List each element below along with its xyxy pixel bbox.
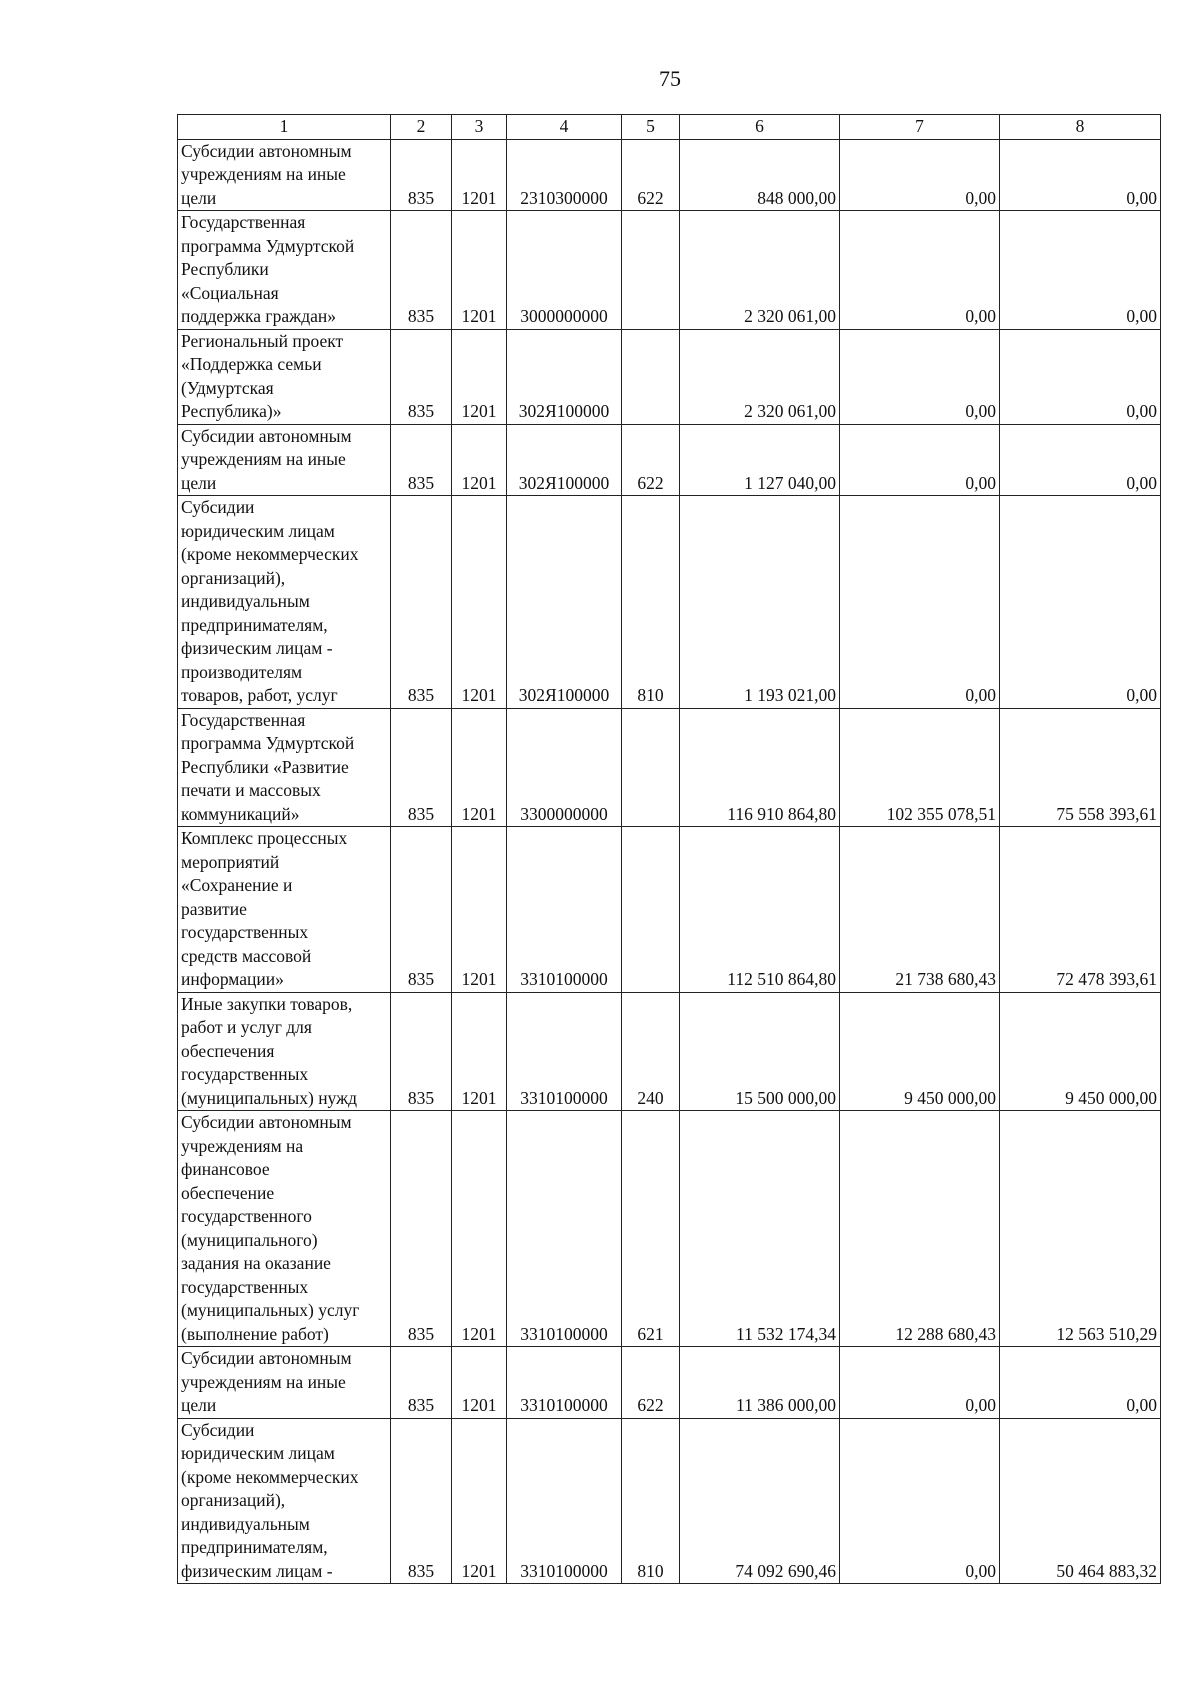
amount-col7-cell: 0,00	[840, 496, 1000, 709]
expense-type-cell: 621	[622, 1111, 680, 1347]
amount-col6-cell: 11 386 000,00	[680, 1347, 840, 1419]
target-article-cell: 2310300000	[507, 139, 622, 211]
admin-code-cell: 835	[391, 827, 452, 993]
row-name-cell: Субсидии автономным учреждениям на финансовое обеспечение государственного (муниципального) задания на оказание государственных (муниципальных) услуг (выполнение работ)	[178, 1111, 391, 1347]
amount-col7-cell: 102 355 078,51	[840, 708, 1000, 827]
row-name-cell: Государственная программа Удмуртской Республики «Социальная поддержка граждан»	[178, 211, 391, 330]
amount-col6-cell: 1 193 021,00	[680, 496, 840, 709]
amount-col7-cell: 0,00	[840, 1347, 1000, 1419]
expense-type-cell: 810	[622, 1418, 680, 1584]
row-name-cell: Комплекс процессных мероприятий «Сохранение и развитие государственных средств массовой информации»	[178, 827, 391, 993]
section-code-cell: 1201	[452, 211, 507, 330]
amount-col7-cell: 9 450 000,00	[840, 992, 1000, 1111]
section-code-cell: 1201	[452, 329, 507, 424]
admin-code-cell: 835	[391, 1418, 452, 1584]
amount-col7-cell: 12 288 680,43	[840, 1111, 1000, 1347]
amount-col8-cell: 0,00	[1000, 139, 1161, 211]
target-article-cell: 3310100000	[507, 1111, 622, 1347]
admin-code-cell: 835	[391, 424, 452, 496]
target-article-cell: 302Я100000	[507, 496, 622, 709]
admin-code-cell: 835	[391, 708, 452, 827]
amount-col6-cell: 11 532 174,34	[680, 1111, 840, 1347]
column-header: 7	[840, 115, 1000, 140]
admin-code-cell: 835	[391, 1347, 452, 1419]
expense-type-cell	[622, 827, 680, 993]
row-name-cell: Региональный проект «Поддержка семьи (Удмуртская Республика)»	[178, 329, 391, 424]
amount-col8-cell: 9 450 000,00	[1000, 992, 1161, 1111]
target-article-cell: 302Я100000	[507, 424, 622, 496]
table-row	[178, 827, 1161, 993]
expense-type-cell: 240	[622, 992, 680, 1111]
amount-col6-cell: 116 910 864,80	[680, 708, 840, 827]
amount-col8-cell: 75 558 393,61	[1000, 708, 1161, 827]
column-header: 4	[507, 115, 622, 140]
amount-col8-cell: 50 464 883,32	[1000, 1418, 1161, 1584]
row-name-cell: Государственная программа Удмуртской Республики «Развитие печати и массовых коммуникаций»	[178, 708, 391, 827]
admin-code-cell: 835	[391, 1111, 452, 1347]
admin-code-cell: 835	[391, 992, 452, 1111]
amount-col8-cell: 0,00	[1000, 424, 1161, 496]
amount-col6-cell: 2 320 061,00	[680, 329, 840, 424]
table-row	[178, 1347, 1161, 1419]
section-code-cell: 1201	[452, 1111, 507, 1347]
column-header: 1	[178, 115, 391, 140]
amount-col7-cell: 0,00	[840, 329, 1000, 424]
page-number: 75	[659, 66, 681, 91]
amount-col7-cell: 0,00	[840, 139, 1000, 211]
row-name-cell: Субсидии автономным учреждениям на иные цели	[178, 139, 391, 211]
target-article-cell: 3300000000	[507, 708, 622, 827]
table-row	[178, 139, 1161, 211]
header-row	[178, 115, 1161, 140]
target-article-cell: 3310100000	[507, 992, 622, 1111]
row-name-cell: Субсидии юридическим лицам (кроме некоммерческих организаций), индивидуальным предпринимателям, физическим лицам -	[178, 1418, 391, 1584]
section-code-cell: 1201	[452, 424, 507, 496]
expense-type-cell	[622, 211, 680, 330]
amount-col6-cell: 2 320 061,00	[680, 211, 840, 330]
target-article-cell: 302Я100000	[507, 329, 622, 424]
expense-type-cell: 622	[622, 424, 680, 496]
table-row	[178, 992, 1161, 1111]
section-code-cell: 1201	[452, 1418, 507, 1584]
amount-col6-cell: 74 092 690,46	[680, 1418, 840, 1584]
amount-col6-cell: 15 500 000,00	[680, 992, 840, 1111]
table-row	[178, 329, 1161, 424]
amount-col7-cell: 0,00	[840, 424, 1000, 496]
column-header: 6	[680, 115, 840, 140]
expense-type-cell	[622, 329, 680, 424]
row-name-cell: Субсидии юридическим лицам (кроме некоммерческих организаций), индивидуальным предпринимателям, физическим лицам - производителям товаров, работ, услуг	[178, 496, 391, 709]
expense-type-cell: 810	[622, 496, 680, 709]
admin-code-cell: 835	[391, 211, 452, 330]
amount-col8-cell: 0,00	[1000, 496, 1161, 709]
admin-code-cell: 835	[391, 496, 452, 709]
section-code-cell: 1201	[452, 992, 507, 1111]
table-row	[178, 1111, 1161, 1347]
table-row	[178, 1418, 1161, 1584]
amount-col8-cell: 0,00	[1000, 211, 1161, 330]
target-article-cell: 3310100000	[507, 1347, 622, 1419]
amount-col8-cell: 72 478 393,61	[1000, 827, 1161, 993]
section-code-cell: 1201	[452, 496, 507, 709]
expense-type-cell	[622, 708, 680, 827]
section-code-cell: 1201	[452, 827, 507, 993]
admin-code-cell: 835	[391, 139, 452, 211]
expense-type-cell: 622	[622, 139, 680, 211]
target-article-cell: 3310100000	[507, 1418, 622, 1584]
budget-table	[177, 114, 1161, 1584]
section-code-cell: 1201	[452, 1347, 507, 1419]
target-article-cell: 3310100000	[507, 827, 622, 993]
table-header	[178, 115, 1161, 140]
column-header: 2	[391, 115, 452, 140]
admin-code-cell: 835	[391, 329, 452, 424]
amount-col8-cell: 0,00	[1000, 1347, 1161, 1419]
amount-col7-cell: 0,00	[840, 1418, 1000, 1584]
table-body	[178, 139, 1161, 1584]
amount-col6-cell: 1 127 040,00	[680, 424, 840, 496]
section-code-cell: 1201	[452, 139, 507, 211]
amount-col6-cell: 848 000,00	[680, 139, 840, 211]
column-header: 3	[452, 115, 507, 140]
row-name-cell: Субсидии автономным учреждениям на иные цели	[178, 1347, 391, 1419]
row-name-cell: Иные закупки товаров, работ и услуг для обеспечения государственных (муниципальных) нужд	[178, 992, 391, 1111]
table-row	[178, 424, 1161, 496]
amount-col7-cell: 21 738 680,43	[840, 827, 1000, 993]
column-header: 8	[1000, 115, 1161, 140]
amount-col8-cell: 12 563 510,29	[1000, 1111, 1161, 1347]
amount-col7-cell: 0,00	[840, 211, 1000, 330]
section-code-cell: 1201	[452, 708, 507, 827]
amount-col6-cell: 112 510 864,80	[680, 827, 840, 993]
amount-col8-cell: 0,00	[1000, 329, 1161, 424]
row-name-cell: Субсидии автономным учреждениям на иные цели	[178, 424, 391, 496]
target-article-cell: 3000000000	[507, 211, 622, 330]
table-row	[178, 211, 1161, 330]
table-row	[178, 708, 1161, 827]
column-header: 5	[622, 115, 680, 140]
expense-type-cell: 622	[622, 1347, 680, 1419]
table-row	[178, 496, 1161, 709]
